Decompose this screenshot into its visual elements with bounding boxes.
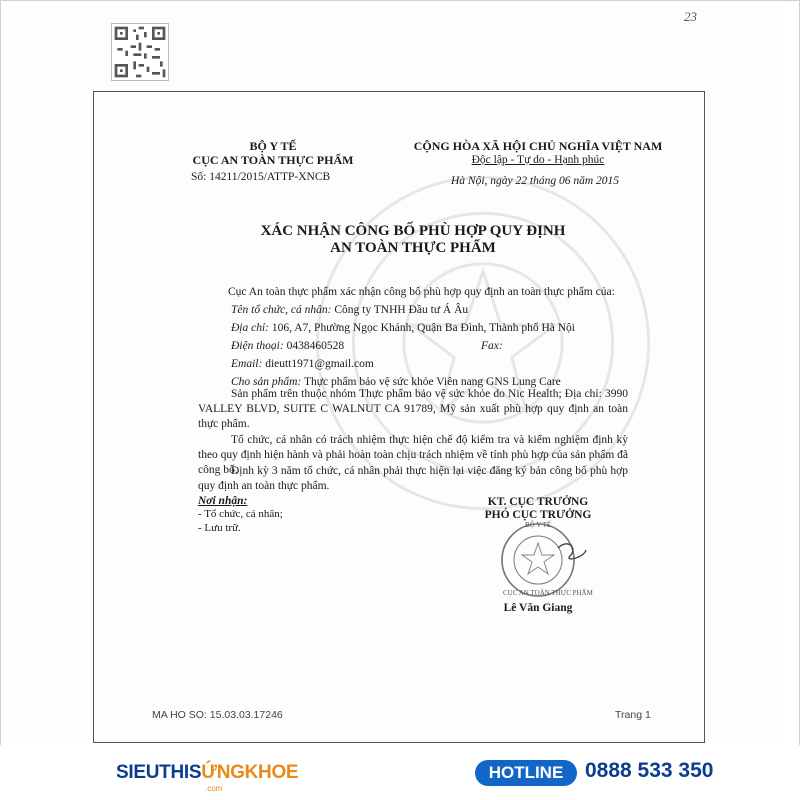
official-stamp-icon [498, 518, 588, 600]
email-row [231, 358, 374, 370]
file-code: MA HO SO: 15.03.03.17246 [152, 709, 283, 721]
brand-logo[interactable] [116, 762, 298, 784]
email-value: dieutt1971@gmail.com [265, 358, 374, 370]
product-value: Thực phẩm bảo vệ sức khỏe Viên nang GNS Lung Care [303, 376, 561, 388]
renewal-paragraph: Định kỳ 3 năm tổ chức, cá nhân phải thực hiện lại việc đăng ký bản công bố phù hợp quy định an toàn thực phẩm. [198, 465, 628, 492]
address-label: Địa chỉ: [231, 322, 270, 334]
signer-role-1: KT. CỤC TRƯỞNG [487, 496, 589, 508]
document-number: Số: 14211/2015/ATTP-XNCB [191, 171, 331, 183]
stamp-top-text: BỘ Y TẾ [525, 521, 552, 529]
brand-name-part-1: SIEUTHIS [116, 762, 202, 783]
page-indicator: Trang 1 [615, 709, 651, 721]
corner-page-number: 23 [684, 9, 697, 24]
phone-row [231, 340, 344, 352]
brand-domain-suffix: .com [205, 784, 223, 793]
signer-name: Lê Văn Giang [503, 602, 573, 614]
phone-label: Điện thoại: [231, 340, 284, 352]
organization-value: Công ty TNHH Đầu tư Á Âu [334, 304, 469, 316]
document-title-line-1: XÁC NHẬN CÔNG BỐ PHÙ HỢP QUY ĐỊNH [260, 223, 566, 239]
ministry-name: BỘ Y TẾ [249, 139, 297, 153]
brand-name-part-2: ỨNGKHOE [201, 762, 299, 783]
qr-code-icon [111, 23, 169, 81]
recipient-item: - Tổ chức, cá nhân; [198, 508, 283, 520]
stamp-bottom-text: CỤC AN TOÀN THỰC PHẨM [503, 589, 593, 597]
intro-text: Cục An toàn thực phẩm xác nhận công bố phù hợp quy định an toàn thực phẩm của: [228, 286, 615, 298]
manufacturer-paragraph: Sản phẩm trên thuộc nhóm Thực phẩm bảo vệ sức khỏe do Nic Health; Địa chỉ: 3990 VALLEY BLVD, SUITE C WALNUT CA 91789, Mỹ sản xuất phù hợp quy định an toàn thực phẩm. [198, 388, 628, 430]
organization-label: Tên tổ chức, cá nhân: [231, 304, 332, 316]
recipients-label: Nơi nhận: [198, 495, 248, 507]
responsibility-paragraph: Tổ chức, cá nhân có trách nhiệm thực hiện chế độ kiểm tra và kiểm nghiệm định kỳ theo quy định hiện hành và phải hoàn toàn chịu trách nhiệm về tính phù hợp của sản phẩm đã công bố. [198, 434, 628, 476]
fax-label: Fax: [481, 340, 503, 352]
address-row [231, 322, 575, 334]
document-title-line-2: AN TOÀN THỰC PHẨM [330, 240, 496, 256]
product-label: Cho sản phẩm: [231, 376, 302, 388]
phone-value: 0438460528 [286, 340, 345, 352]
hotline-phone-number[interactable]: 0888 533 350 [585, 759, 714, 782]
email-label: Email: [231, 358, 263, 370]
place-date: Hà Nội, ngày 22 tháng 06 năm 2015 [451, 175, 620, 187]
signer-role-2: PHÓ CỤC TRƯỞNG [484, 509, 592, 521]
scanned-document [3, 3, 783, 743]
republic-title: CỘNG HÒA XÃ HỘI CHỦ NGHĨA VIỆT NAM [413, 139, 663, 153]
recipient-item: - Lưu trữ. [198, 522, 241, 534]
agency-name: CỤC AN TOÀN THỰC PHẨM [192, 153, 354, 167]
hotline-button[interactable]: HOTLINE [475, 760, 577, 786]
organization-row [231, 304, 468, 316]
address-value: 106, A7, Phường Ngọc Khánh, Quận Ba Đình, Thành phố Hà Nội [271, 322, 575, 334]
national-motto: Độc lập - Tự do - Hạnh phúc [471, 154, 605, 166]
